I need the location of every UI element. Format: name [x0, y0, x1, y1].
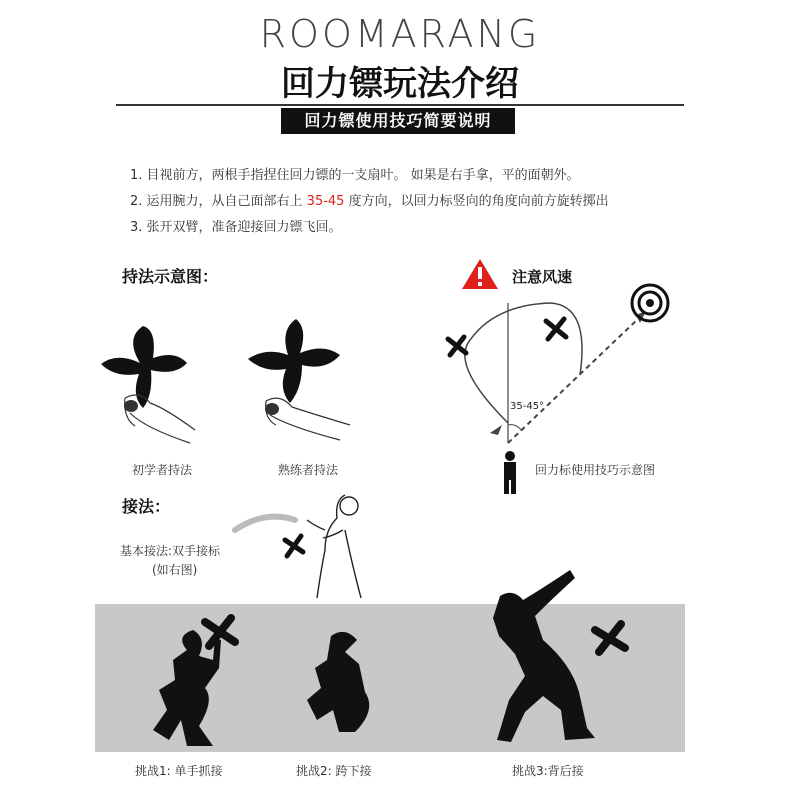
step-2-text-a: 2. 运用腕力，从自己面部右上 [130, 194, 307, 209]
step-3: 3. 张开双臂，准备迎接回力镖飞回。 [130, 220, 342, 235]
warning-icon [462, 259, 498, 289]
step-2 [130, 190, 609, 209]
skilled-grip-caption: 熟练者持法 [278, 463, 339, 477]
beginner-grip-illustration [95, 318, 235, 448]
boomerang-icon [595, 624, 625, 652]
challenge-3-caption: 挑战3:背后接 [512, 764, 584, 778]
boomerang-icon [248, 319, 340, 403]
step-1: 1. 目视前方，两根手指捏住回力镖的一支扇叶。 如果是右手拿，平的面朝外。 [130, 168, 580, 183]
challenge-2-caption: 挑战2: 跨下接 [296, 764, 372, 778]
catch-heading: 接法： [122, 497, 171, 516]
title-divider [116, 104, 684, 106]
boomerang-icon [546, 319, 566, 339]
basic-catch-note: (如右图) [152, 563, 198, 577]
person-icon [504, 451, 516, 494]
boomerang-icon [101, 326, 187, 408]
skilled-grip-illustration [240, 315, 390, 445]
step-2-text-b: 度方向，以回力标竖向的角度向前方旋转掷出 [344, 194, 609, 209]
brand-name: ROOMARANG [259, 12, 541, 56]
angle-label: 35-45° [510, 401, 545, 412]
basic-catch-caption: 基本接法:双手接标 [120, 544, 221, 558]
section-banner: 回力镖使用技巧简要说明 [281, 108, 515, 134]
boomerang-icon [448, 337, 466, 355]
target-icon [632, 285, 668, 321]
diagram-caption: 回力标使用技巧示意图 [535, 463, 656, 477]
challenge-1-caption: 挑战1: 单手抓接 [135, 764, 223, 778]
angle-highlight: 35-45 [306, 194, 345, 209]
beginner-grip-caption: 初学者持法 [132, 463, 193, 477]
boomerang-icon [285, 536, 303, 556]
page-title: 回力镖玩法介绍 [281, 64, 519, 104]
wind-warning-label: 注意风速 [512, 268, 573, 286]
grip-heading: 持法示意图： [122, 267, 219, 286]
challenge-silhouettes [95, 560, 685, 755]
